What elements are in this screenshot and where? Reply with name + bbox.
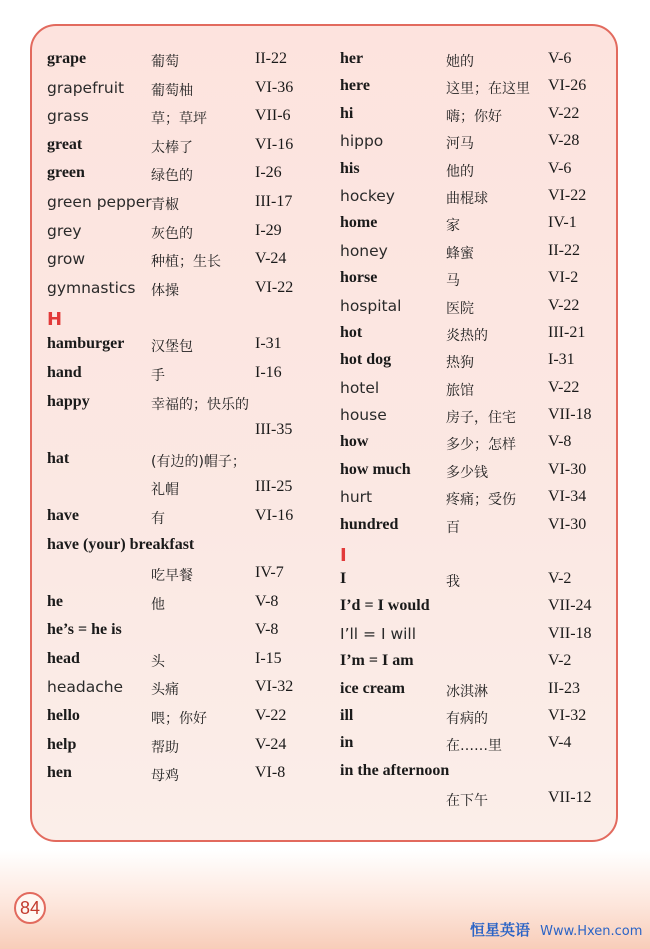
entry-reference: VI-26 — [548, 77, 587, 95]
entry-reference: V-22 — [548, 378, 580, 396]
entry-chinese: 草；草坪 — [151, 111, 207, 128]
glossary-entry — [340, 789, 610, 816]
entry-reference: VI-22 — [548, 186, 587, 204]
entry-word: he — [47, 592, 63, 610]
entry-word: he’s = he is — [47, 621, 122, 639]
glossary-entry — [47, 564, 317, 593]
glossary-entry — [340, 242, 610, 269]
glossary-entry — [47, 507, 317, 536]
entry-word: honey — [340, 241, 388, 260]
entry-word: head — [47, 649, 80, 667]
entry-word: green — [47, 164, 85, 182]
entry-chinese: 热狗 — [446, 355, 474, 372]
entry-word: here — [340, 77, 370, 95]
entry-reference: VI-30 — [548, 460, 587, 478]
section-letter — [340, 543, 610, 570]
glossary-entry — [47, 136, 317, 165]
glossary-entry — [340, 570, 610, 597]
entry-chinese: 葡萄 — [151, 54, 179, 70]
entry-word: hotel — [340, 378, 380, 397]
entry-reference: VI-32 — [255, 678, 294, 696]
entry-chinese: 蜂蜜 — [446, 245, 474, 262]
glossary-entry — [47, 736, 317, 765]
entry-word: hippo — [340, 132, 384, 151]
entry-reference: V-22 — [255, 707, 287, 725]
glossary-entry — [340, 379, 610, 406]
entry-word: great — [47, 135, 83, 153]
entry-word: hand — [47, 363, 82, 381]
entry-word: in — [340, 734, 354, 752]
entry-word: hat — [47, 449, 70, 467]
glossary-entry — [47, 621, 317, 650]
glossary-entry — [340, 50, 610, 77]
entry-chinese: (有边的)帽子； — [151, 453, 246, 470]
entry-reference: VI-32 — [548, 706, 587, 724]
entry-reference: I-26 — [255, 164, 282, 182]
glossary-entry — [340, 214, 610, 241]
entry-chinese: 绿色的 — [151, 168, 193, 185]
glossary-entry — [340, 488, 610, 515]
entry-reference: V-28 — [548, 132, 580, 150]
entry-chinese: 冰淇淋 — [446, 683, 488, 700]
glossary-entry — [340, 762, 610, 789]
glossary-entry — [340, 324, 610, 351]
section-letter-label: I — [340, 545, 347, 567]
glossary-entry — [47, 79, 317, 108]
watermark — [470, 919, 642, 940]
entry-chinese: 百 — [446, 519, 460, 536]
entry-word: house — [340, 406, 387, 425]
entry-reference: VI-22 — [255, 278, 294, 296]
entry-chinese: 帮助 — [151, 739, 179, 756]
entry-chinese: 种植；生长 — [151, 254, 221, 271]
entry-chinese: 头 — [151, 653, 165, 670]
glossary-entry — [340, 433, 610, 460]
entry-word: hello — [47, 707, 80, 725]
glossary-entry — [47, 279, 317, 308]
watermark-url: Www.Hxen.com — [540, 924, 643, 939]
entry-chinese: 灰色的 — [151, 225, 193, 242]
entry-reference: I-29 — [255, 221, 282, 239]
entry-word: hurt — [340, 488, 373, 507]
glossary-entry — [47, 222, 317, 251]
page-number: 84 — [14, 892, 46, 924]
entry-reference: VI-8 — [255, 764, 286, 782]
entry-reference: V-24 — [255, 735, 287, 753]
glossary-entry — [47, 393, 317, 422]
entry-reference: VI-16 — [255, 135, 294, 153]
entry-word: hot dog — [340, 351, 392, 369]
glossary-entry — [340, 187, 610, 214]
glossary-entry — [340, 105, 610, 132]
entry-reference: V-2 — [548, 570, 572, 588]
glossary-entry — [340, 77, 610, 104]
entry-chinese: 马 — [446, 273, 460, 290]
watermark-brand: 恒星英语 — [470, 921, 531, 939]
entry-word: grow — [47, 250, 86, 269]
glossary-entry — [47, 50, 317, 79]
entry-word: happy — [47, 392, 90, 410]
entry-word: her — [340, 50, 364, 67]
entry-word: grass — [47, 107, 89, 126]
glossary-entry — [340, 269, 610, 296]
entry-word: hi — [340, 104, 354, 122]
entry-word: horse — [340, 269, 378, 287]
entry-chinese: 喂；你好 — [151, 711, 207, 728]
glossary-entry — [47, 707, 317, 736]
entry-reference: III-25 — [255, 478, 293, 496]
entry-reference: VII-18 — [548, 624, 592, 642]
entry-reference: I-16 — [255, 363, 282, 381]
entry-reference: VII-18 — [548, 406, 592, 424]
right-column — [340, 50, 610, 817]
glossary-entry — [47, 678, 317, 707]
entry-word: in the afternoon — [340, 761, 450, 779]
entry-word: hockey — [340, 186, 395, 205]
entry-word: gymnastics — [47, 278, 136, 297]
entry-word: hundred — [340, 515, 399, 533]
entry-word: hospital — [340, 296, 402, 315]
entry-chinese: 旅馆 — [446, 382, 474, 399]
entry-word: hamburger — [47, 335, 125, 353]
entry-chinese: 手 — [151, 367, 165, 384]
glossary-entry — [340, 597, 610, 624]
entry-chinese: 他 — [151, 596, 165, 613]
entry-reference: III-21 — [548, 323, 586, 341]
entry-reference: VII-24 — [548, 597, 592, 615]
entry-reference: V-2 — [548, 652, 572, 670]
entry-chinese: 头痛 — [151, 682, 179, 699]
entry-reference: VI-16 — [255, 506, 294, 524]
entry-word: home — [340, 214, 378, 232]
glossary-entry — [340, 351, 610, 378]
section-letter-label: H — [47, 309, 63, 331]
glossary-entry — [47, 450, 317, 479]
entry-reference: VI-2 — [548, 269, 579, 287]
entry-reference: II-23 — [548, 679, 580, 697]
entry-chinese: 多少；怎样 — [446, 437, 516, 454]
entry-word: ill — [340, 706, 354, 724]
glossary-entry — [47, 536, 317, 565]
entry-reference: II-22 — [255, 50, 287, 67]
entry-reference: V-6 — [548, 50, 572, 67]
entry-chinese: 房子，住宅 — [446, 410, 516, 427]
entry-chinese: 吃早餐 — [151, 568, 193, 585]
entry-chinese: 有 — [151, 510, 165, 527]
glossary-entry — [340, 625, 610, 652]
entry-reference: I-31 — [548, 351, 575, 369]
glossary-entry — [47, 764, 317, 793]
entry-reference: I-15 — [255, 649, 282, 667]
entry-chinese: 体操 — [151, 282, 179, 299]
entry-reference: IV-1 — [548, 214, 577, 232]
glossary-entry — [340, 406, 610, 433]
entry-reference: III-17 — [255, 192, 293, 210]
entry-chinese: 医院 — [446, 300, 474, 317]
entry-word: hen — [47, 764, 72, 782]
glossary-entry — [340, 461, 610, 488]
entry-chinese: 嗨；你好 — [446, 108, 502, 125]
entry-reference: VII-12 — [548, 789, 592, 807]
entry-reference: III-35 — [255, 421, 293, 439]
entry-reference: V-4 — [548, 734, 572, 752]
entry-chinese: 家 — [446, 218, 460, 235]
entry-chinese: 幸福的；快乐的 — [151, 396, 249, 413]
entry-reference: VI-30 — [548, 515, 587, 533]
entry-chinese: 我 — [446, 574, 460, 591]
entry-reference: V-22 — [548, 296, 580, 314]
entry-word: headache — [47, 678, 124, 697]
glossary-entry — [47, 164, 317, 193]
glossary-entry — [47, 250, 317, 279]
entry-reference: V-8 — [548, 433, 572, 451]
entry-word: I’d = I would — [340, 597, 430, 615]
entry-chinese: 汉堡包 — [151, 339, 193, 356]
entry-chinese: 母鸡 — [151, 768, 179, 785]
left-column — [47, 50, 317, 793]
glossary-entry — [47, 478, 317, 507]
entry-chinese: 礼帽 — [151, 482, 179, 499]
entry-word: his — [340, 159, 360, 177]
entry-chinese: 有病的 — [446, 710, 488, 727]
glossary-entry — [340, 707, 610, 734]
entry-chinese: 他的 — [446, 163, 474, 180]
glossary-entry — [340, 516, 610, 543]
glossary-entry — [47, 593, 317, 622]
entry-chinese: 炎热的 — [446, 327, 488, 344]
entry-reference: V-24 — [255, 250, 287, 268]
entry-chinese: 这里；在这里 — [446, 81, 530, 98]
glossary-entry — [340, 734, 610, 761]
entry-word: I’m = I am — [340, 652, 414, 670]
entry-word: grapefruit — [47, 78, 125, 97]
entry-reference: I-31 — [255, 335, 282, 353]
entry-word: how much — [340, 460, 411, 478]
entry-reference: V-22 — [548, 104, 580, 122]
section-letter — [47, 307, 317, 335]
entry-chinese: 多少钱 — [446, 464, 488, 481]
entry-chinese: 葡萄柚 — [151, 82, 193, 99]
entry-word: how — [340, 433, 369, 451]
glossary-entry — [47, 650, 317, 679]
glossary-entry — [340, 132, 610, 159]
entry-word: green pepper — [47, 192, 152, 211]
entry-word: grey — [47, 221, 82, 240]
entry-word: have — [47, 506, 79, 524]
entry-reference: II-22 — [548, 241, 580, 259]
entry-reference: V-8 — [255, 592, 279, 610]
entry-chinese: 在下午 — [446, 793, 488, 810]
entry-reference: VII-6 — [255, 107, 291, 125]
entry-word: help — [47, 735, 77, 753]
entry-word: I’ll = I will — [340, 624, 417, 643]
entry-chinese: 她的 — [446, 54, 474, 70]
entry-reference: V-6 — [548, 159, 572, 177]
entry-reference: IV-7 — [255, 564, 284, 582]
entry-chinese: 太棒了 — [151, 139, 193, 156]
glossary-entry — [47, 421, 317, 450]
entry-reference: VI-34 — [548, 488, 587, 506]
entry-chinese: 在……里 — [446, 738, 502, 755]
glossary-entry — [47, 335, 317, 364]
glossary-entry — [47, 193, 317, 222]
glossary-entry — [340, 652, 610, 679]
glossary-entry — [47, 364, 317, 393]
entry-word: have (your) breakfast — [47, 535, 195, 553]
glossary-entry — [47, 107, 317, 136]
glossary-entry — [340, 160, 610, 187]
entry-reference: V-8 — [255, 621, 279, 639]
entry-word: I — [340, 570, 347, 588]
entry-chinese: 河马 — [446, 136, 474, 153]
entry-word: grape — [47, 50, 87, 67]
entry-word: hot — [340, 323, 363, 341]
entry-reference: VI-36 — [255, 78, 294, 96]
glossary-entry — [340, 297, 610, 324]
glossary-entry — [340, 680, 610, 707]
entry-chinese: 疼痛；受伤 — [446, 492, 516, 509]
entry-chinese: 青椒 — [151, 196, 179, 213]
entry-chinese: 曲棍球 — [446, 190, 488, 207]
entry-word: ice cream — [340, 679, 405, 697]
